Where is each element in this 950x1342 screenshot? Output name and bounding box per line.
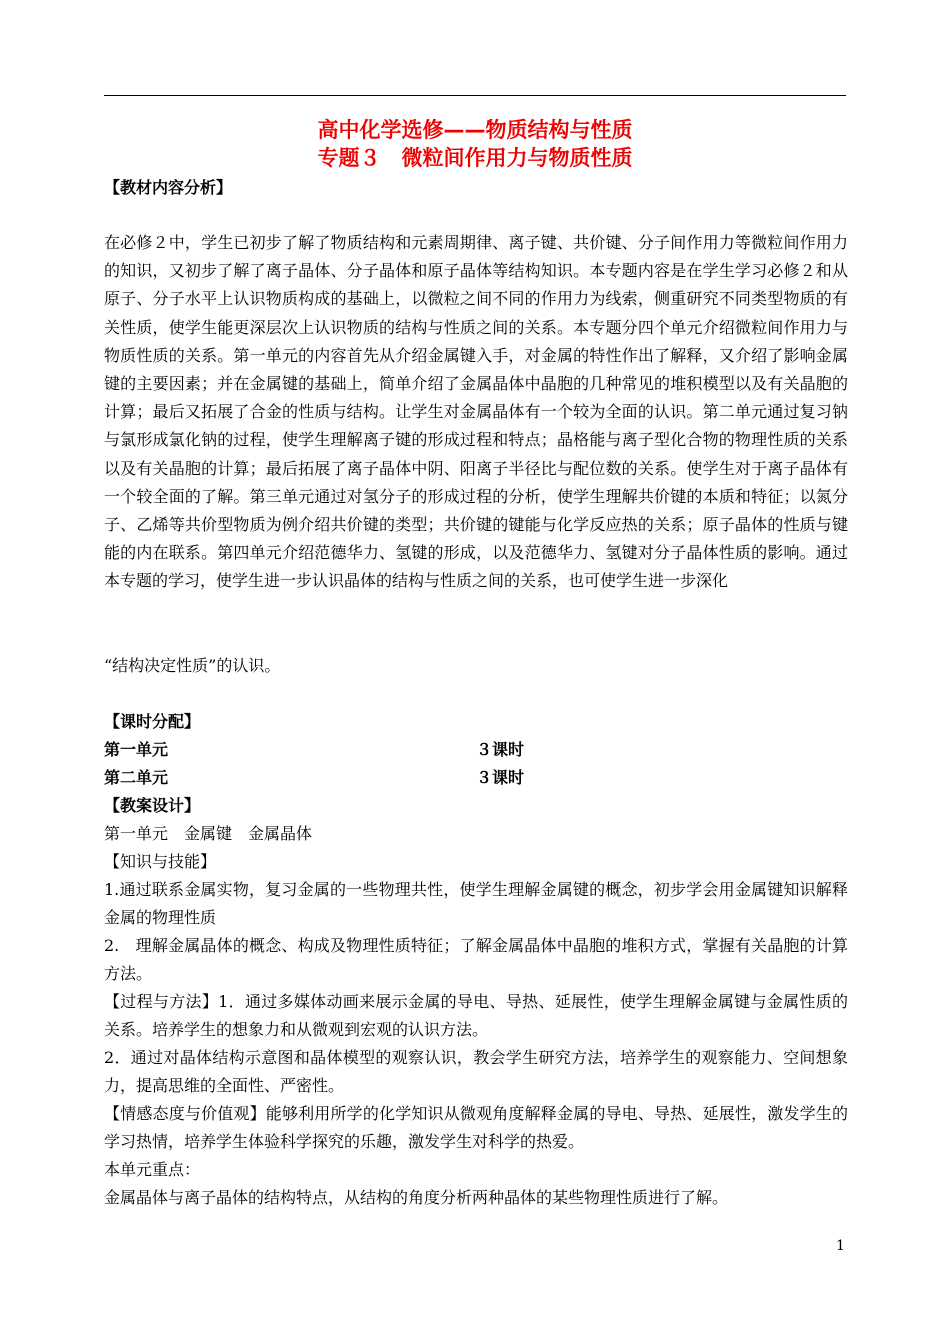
hours-row — [104, 740, 525, 760]
hours-row — [104, 768, 525, 788]
hours-unit: 第一单元 — [104, 740, 169, 759]
knowledge-item-1: 1.通过联系金属实物，复习金属的一些物理共性，使学生理解金属键的概念，初步学会用金属键知识解释金属的物理性质 — [104, 880, 848, 928]
document-title: 高中化学选修——物质结构与性质 — [317, 118, 633, 142]
hours-value: ３课时 — [476, 740, 525, 759]
header-rule — [104, 95, 846, 96]
analysis-paragraph: 在必修２中，学生已初步了解了物质结构和元素周期律、离子键、共价键、分子间作用力等微粒间作用力的知识，又初步了解了离子晶体、分子晶体和原子晶体等结构知识。本专题内容是在学生学习必修２和从原子、分子水平上认识物质构成的基础上，以微粒之间不同的作用力为线索，侧重研究不同类型物质的有关性质，使学生能更深层次上认识物质的结构与性质之间的关系。本专题分四个单元介绍微粒间作用力与物质性质的关系。第一单元的内容首先从介绍金属键入手，对金属的特性作出了解释，又介绍了影响金属键的主要因素；并在金属键的基础上，简单介绍了金属晶体中晶胞的几种常见的堆积模型以及有关晶胞的计算；最后又拓展了合金的性质与结构。让学生对金属晶体有一个较为全面的认识。第二单元通过复习钠与氯形成氯化钠的过程，使学生理解离子键的形成过程和特点；晶格能与离子型化合物的物理性质的关系以及有关晶胞的计算；最后拓展了离子晶体中阴、阳离子半径比与配位数的关系。使学生对于离子晶体有一个较全面的了解。第三单元通过对氢分子的形成过程的分析，使学生理解共价键的本质和特征；以氮分子、乙烯等共价型物质为例介绍共价键的类型；共价键的键能与化学反应热的关系；原子晶体的性质与键能的内在联系。第四单元介绍范德华力、氢键的形成，以及范德华力、氢键对分子晶体性质的影响。通过本专题的学习，使学生进一步认识晶体的结构与性质之间的关系，也可使学生进一步深化 — [104, 233, 848, 591]
process-item-1: 【过程与方法】1．通过多媒体动画来展示金属的导电、导热、延展性，使学生理解金属键与金属性质的关系。培养学生的想象力和从微观到宏观的认识方法。 — [104, 992, 848, 1040]
knowledge-label: 【知识与技能】 — [104, 852, 217, 871]
section-heading-analysis: 【教材内容分析】 — [104, 178, 233, 197]
hours-unit: 第二单元 — [104, 768, 169, 787]
focus-label: 本单元重点： — [104, 1160, 201, 1179]
analysis-paragraph-end: “结构决定性质”的认识。 — [104, 656, 281, 675]
page-number: 1 — [836, 1238, 845, 1254]
focus-text: 金属晶体与离子晶体的结构特点，从结构的角度分析两种晶体的某些物理性质进行了解。 — [104, 1188, 729, 1207]
document-subtitle: 专题３ 微粒间作用力与物质性质 — [317, 146, 633, 170]
process-item-2: 2．通过对晶体结构示意图和晶体模型的观察认识，教会学生研究方法，培养学生的观察能力、空间想象力，提高思维的全面性、严密性。 — [104, 1048, 848, 1096]
knowledge-item-2: 2. 理解金属晶体的概念、构成及物理性质特征；了解金属晶体中晶胞的堆积方式，掌握有关晶胞的计算方法。 — [104, 936, 848, 984]
hours-value: ３课时 — [476, 768, 525, 787]
unit-title: 第一单元 金属键 金属晶体 — [104, 824, 313, 843]
section-heading-hours: 【课时分配】 — [104, 712, 201, 731]
section-heading-design: 【教案设计】 — [104, 796, 201, 815]
emotion-item: 【情感态度与价值观】能够利用所学的化学知识从微观角度解释金属的导电、导热、延展性，激发学生的学习热情，培养学生体验科学探究的乐趣，激发学生对科学的热爱。 — [104, 1104, 848, 1152]
